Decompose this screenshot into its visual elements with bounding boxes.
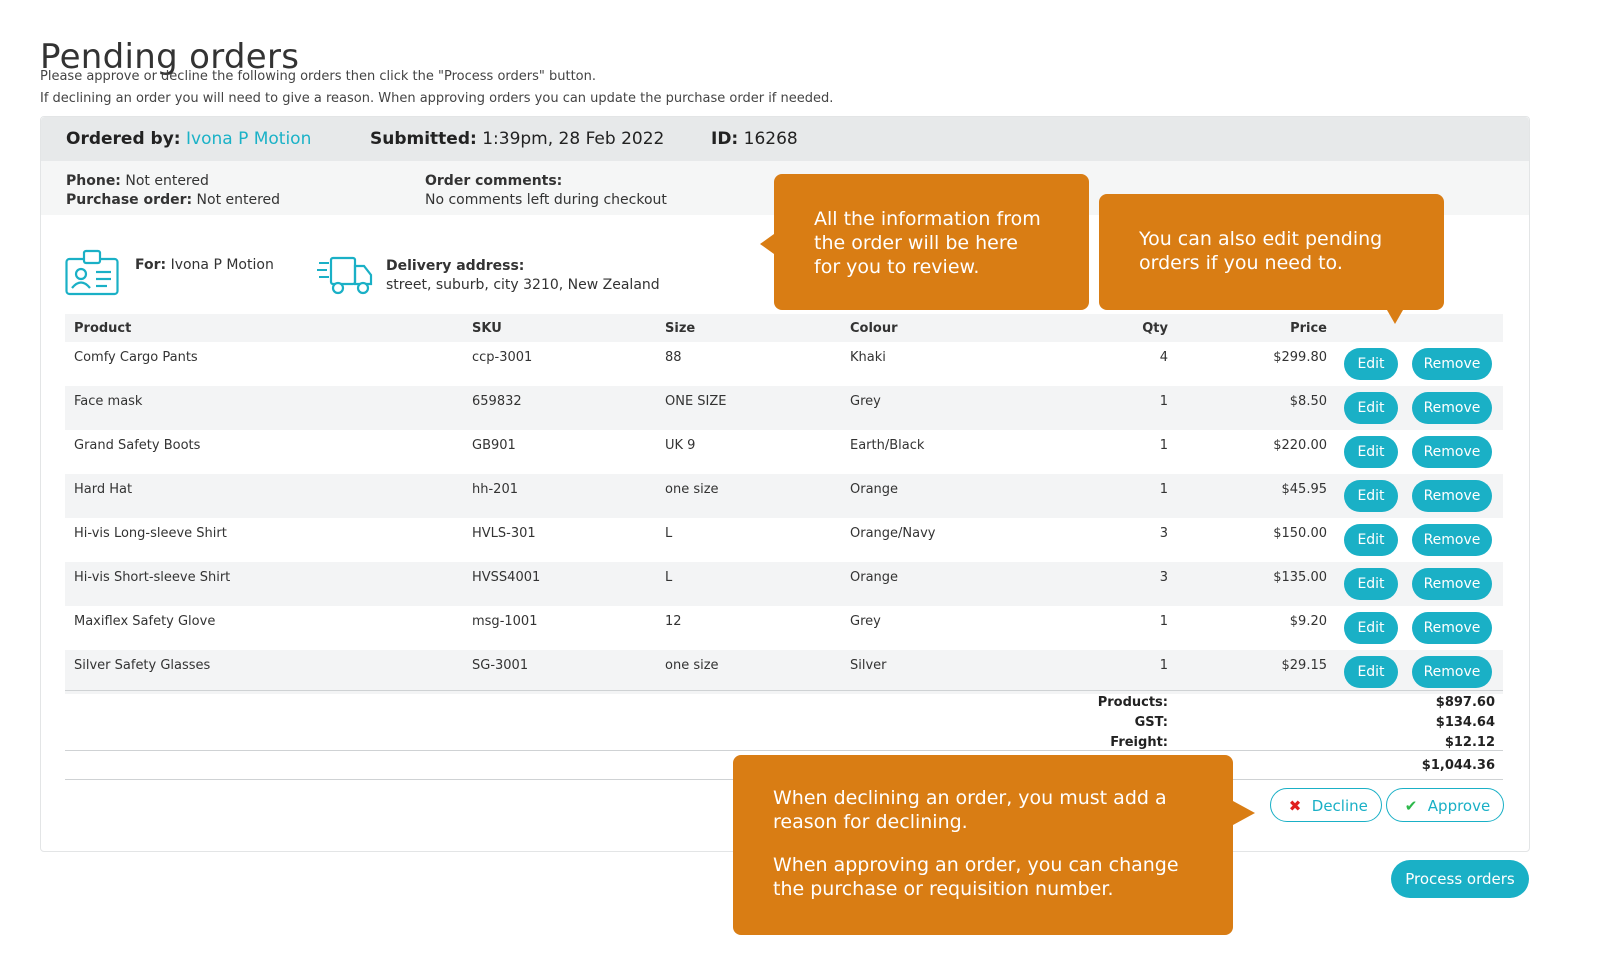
edit-button[interactable]: Edit <box>1344 436 1398 468</box>
edit-button[interactable]: Edit <box>1344 568 1398 600</box>
for-name: Ivona P Motion <box>170 257 274 273</box>
cell-price: $8.50 <box>1289 394 1327 409</box>
order-id-label: ID: <box>711 129 739 149</box>
callout-edit <box>1099 194 1444 310</box>
cell-product: Grand Safety Boots <box>74 438 201 453</box>
cell-colour: Silver <box>850 658 887 673</box>
remove-button[interactable]: Remove <box>1412 480 1492 512</box>
cell-product: Silver Safety Glasses <box>74 658 211 673</box>
delivery-truck-icon <box>317 253 373 297</box>
cell-colour: Orange <box>850 570 899 585</box>
products-total-value: $897.60 <box>1435 695 1495 710</box>
cell-qty: 3 <box>1159 570 1168 585</box>
callout-review-text: All the information from the order will be here for you to review. <box>814 208 1041 278</box>
po-line <box>66 191 280 210</box>
col-price: Price <box>1290 320 1327 336</box>
freight-label: Freight: <box>1110 735 1168 750</box>
cell-price: $135.00 <box>1273 570 1327 585</box>
table-row <box>65 342 1503 386</box>
products-total <box>65 691 1503 711</box>
submitted-value: 1:39pm, 28 Feb 2022 <box>482 129 665 149</box>
products-total-label: Products: <box>1097 695 1168 710</box>
delivery-label: Delivery address: <box>386 258 525 274</box>
for-recipient <box>135 257 274 273</box>
cell-price: $9.20 <box>1289 614 1327 629</box>
cell-sku: GB901 <box>472 438 516 453</box>
cell-size: ONE SIZE <box>665 394 727 409</box>
remove-button[interactable]: Remove <box>1412 568 1492 600</box>
cell-price: $299.80 <box>1273 350 1327 365</box>
cell-sku: HVLS-301 <box>472 526 536 541</box>
callout-approving-text: When approving an order, you can change the purchase or requisition number. <box>773 854 1179 900</box>
callout-review <box>774 174 1089 310</box>
col-qty: Qty <box>1142 320 1168 336</box>
cell-colour: Grey <box>850 394 881 409</box>
submitted-label: Submitted: <box>370 129 477 149</box>
cell-qty: 1 <box>1159 482 1168 497</box>
cell-sku: HVSS4001 <box>472 570 541 585</box>
cell-size: one size <box>665 658 719 673</box>
order-header <box>41 117 1529 161</box>
edit-button[interactable]: Edit <box>1344 524 1398 556</box>
intro-line-1: Please approve or decline the following orders then click the "Process orders" button. <box>40 69 596 84</box>
cell-sku: msg-1001 <box>472 614 538 629</box>
approve-label: Approve <box>1427 797 1491 815</box>
order-comments <box>425 172 667 210</box>
edit-button[interactable]: Edit <box>1344 612 1398 644</box>
col-colour: Colour <box>850 320 898 336</box>
phone-line <box>66 172 280 191</box>
table-row <box>65 518 1503 562</box>
row-actions <box>1327 430 1503 474</box>
row-actions <box>1327 650 1503 694</box>
table-row <box>65 430 1503 474</box>
edit-button[interactable]: Edit <box>1344 656 1398 688</box>
comments-value: No comments left during checkout <box>425 192 667 208</box>
cell-qty: 1 <box>1159 658 1168 673</box>
cell-sku: hh-201 <box>472 482 518 497</box>
remove-button[interactable]: Remove <box>1412 524 1492 556</box>
contact-card-icon <box>65 249 119 297</box>
row-actions <box>1327 342 1503 386</box>
cell-product: Hi-vis Short-sleeve Shirt <box>74 570 231 585</box>
contact-info <box>66 172 280 210</box>
cell-colour: Grey <box>850 614 881 629</box>
approve-button[interactable] <box>1386 788 1504 822</box>
process-orders-button[interactable]: Process orders <box>1391 860 1529 898</box>
remove-button[interactable]: Remove <box>1412 348 1492 380</box>
cell-price: $220.00 <box>1273 438 1327 453</box>
freight-total <box>65 731 1503 751</box>
check-icon: ✔ <box>1404 797 1418 815</box>
comments-label: Order comments: <box>425 173 563 189</box>
cell-qty: 3 <box>1159 526 1168 541</box>
cell-size: UK 9 <box>665 438 696 453</box>
cell-product: Hi-vis Long-sleeve Shirt <box>74 526 227 541</box>
decline-button[interactable] <box>1270 788 1382 822</box>
callout-edit-text: You can also edit pending orders if you need to. <box>1139 228 1383 274</box>
order-id <box>711 129 798 149</box>
ordered-by <box>66 129 311 149</box>
cell-product: Hard Hat <box>74 482 133 497</box>
decline-label: Decline <box>1311 797 1368 815</box>
po-label: Purchase order: <box>66 192 193 208</box>
cell-price: $150.00 <box>1273 526 1327 541</box>
table-row <box>65 606 1503 650</box>
cell-colour: Khaki <box>850 350 886 365</box>
cell-qty: 1 <box>1159 394 1168 409</box>
callout-decline-approve <box>733 755 1233 935</box>
cell-colour: Earth/Black <box>850 438 925 453</box>
gst-label: GST: <box>1134 715 1168 730</box>
order-id-value: 16268 <box>743 129 798 149</box>
cell-sku: ccp-3001 <box>472 350 533 365</box>
callout-pointer <box>1387 310 1403 324</box>
grand-total-value: $1,044.36 <box>1421 758 1495 773</box>
row-actions <box>1327 518 1503 562</box>
table-row <box>65 650 1503 694</box>
x-icon: ✖ <box>1288 797 1302 815</box>
ordered-by-link[interactable]: Ivona P Motion <box>186 129 312 149</box>
page-intro <box>40 66 833 110</box>
cell-qty: 4 <box>1159 350 1168 365</box>
edit-button[interactable]: Edit <box>1344 392 1398 424</box>
cell-product: Maxiflex Safety Glove <box>74 614 216 629</box>
cell-product: Face mask <box>74 394 143 409</box>
cell-colour: Orange <box>850 482 899 497</box>
intro-line-2: If declining an order you will need to give a reason. When approving orders you can update the purchase order if needed. <box>40 91 834 106</box>
delivery-address <box>386 257 660 295</box>
col-actions <box>1327 314 1503 342</box>
cell-sku: 659832 <box>472 394 522 409</box>
table-header-row <box>65 314 1503 342</box>
gst-value: $134.64 <box>1435 715 1495 730</box>
po-value: Not entered <box>196 192 281 208</box>
row-actions <box>1327 386 1503 430</box>
cell-sku: SG-3001 <box>472 658 529 673</box>
cell-qty: 1 <box>1159 438 1168 453</box>
cell-price: $45.95 <box>1281 482 1327 497</box>
callout-declining-text: When declining an order, you must add a reason for declining. <box>773 787 1167 833</box>
callout-pointer <box>1233 801 1255 825</box>
cell-size: L <box>665 526 673 541</box>
table-row <box>65 562 1503 606</box>
phone-value: Not entered <box>125 173 209 189</box>
table-row <box>65 474 1503 518</box>
table-row <box>65 386 1503 430</box>
gst-total <box>65 711 1503 731</box>
remove-button[interactable]: Remove <box>1412 392 1492 424</box>
edit-button[interactable]: Edit <box>1344 348 1398 380</box>
page-title: Pending orders <box>40 36 300 77</box>
order-subtotals <box>65 690 1503 751</box>
cell-price: $29.15 <box>1281 658 1327 673</box>
cell-size: 12 <box>665 614 682 629</box>
row-actions <box>1327 562 1503 606</box>
row-actions <box>1327 474 1503 518</box>
cell-size: L <box>665 570 673 585</box>
cell-size: 88 <box>665 350 682 365</box>
freight-value: $12.12 <box>1444 735 1495 750</box>
callout-pointer <box>760 234 774 254</box>
col-sku: SKU <box>472 320 502 336</box>
cell-qty: 1 <box>1159 614 1168 629</box>
remove-button[interactable]: Remove <box>1412 612 1492 644</box>
submitted <box>370 129 664 149</box>
delivery-value: street, suburb, city 3210, New Zealand <box>386 277 660 293</box>
for-label: For: <box>135 257 167 273</box>
col-size: Size <box>665 320 696 336</box>
ordered-by-label: Ordered by: <box>66 129 181 149</box>
edit-button[interactable]: Edit <box>1344 480 1398 512</box>
col-product: Product <box>74 320 132 336</box>
phone-label: Phone: <box>66 173 121 189</box>
remove-button[interactable]: Remove <box>1412 436 1492 468</box>
row-actions <box>1327 606 1503 650</box>
order-items-table <box>65 314 1503 694</box>
remove-button[interactable]: Remove <box>1412 656 1492 688</box>
cell-size: one size <box>665 482 719 497</box>
cell-product: Comfy Cargo Pants <box>74 350 198 365</box>
cell-colour: Orange/Navy <box>850 526 936 541</box>
